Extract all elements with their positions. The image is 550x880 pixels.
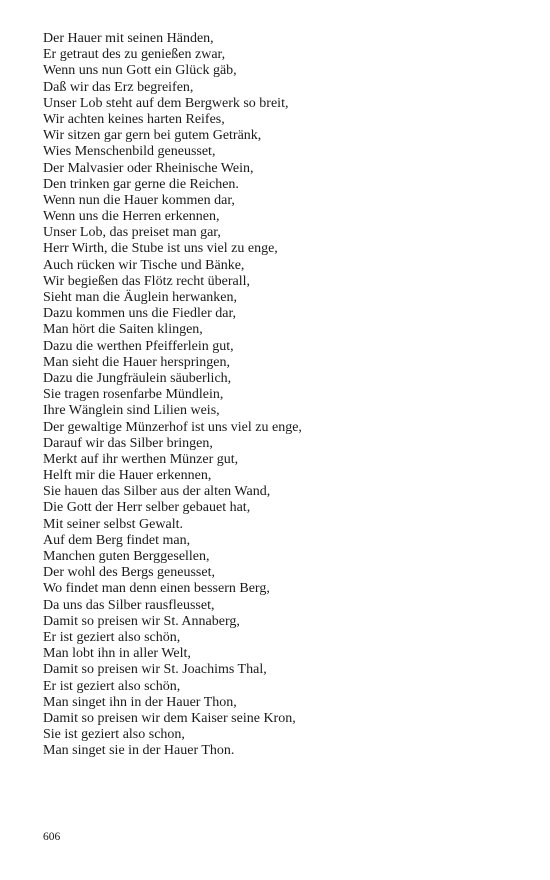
poem-line: Den trinken gar gerne die Reichen. <box>43 176 239 192</box>
poem-line: Wenn uns die Herren erkennen, <box>43 209 220 225</box>
poem-line: Da uns das Silber rausfleusset, <box>43 597 215 613</box>
poem-line: Der Hauer mit seinen Händen, <box>43 31 214 46</box>
poem-line: Mit seiner selbst Gewalt. <box>43 516 183 532</box>
poem-line: Sie tragen rosenfarbe Mündlein, <box>43 387 224 403</box>
poem-line: Die Gott der Herr selber gebauet hat, <box>43 500 251 516</box>
poem-line: Dazu die Jungfräulein säuberlich, <box>43 370 232 386</box>
poem-line: Man sieht die Hauer herspringen, <box>43 354 230 370</box>
poem-line: Damit so preisen wir dem Kaiser seine Kron, <box>43 710 296 726</box>
poem-line: Er getraut des zu genießen zwar, <box>43 47 226 63</box>
poem-line: Man lobt ihn in aller Welt, <box>43 646 191 662</box>
page-number: 606 <box>43 831 61 843</box>
poem-line: Unser Lob steht auf dem Bergwerk so breit, <box>43 95 289 111</box>
poem-text <box>43 31 302 759</box>
poem-line: Wenn uns nun Gott ein Glück gäb, <box>43 63 237 79</box>
poem-line: Helft mir die Hauer erkennen, <box>43 468 212 484</box>
poem-line: Man singet sie in der Hauer Thon. <box>43 743 235 759</box>
poem-line: Dazu die werthen Pfeifferlein gut, <box>43 338 234 354</box>
poem-line: Sie hauen das Silber aus der alten Wand, <box>43 484 271 500</box>
poem-line: Damit so preisen wir St. Joachims Thal, <box>43 662 267 678</box>
poem-line: Er ist geziert also schön, <box>43 678 181 694</box>
poem-line: Sieht man die Äuglein herwanken, <box>43 290 238 305</box>
poem-line: Wir begießen das Flötz recht überall, <box>43 273 251 289</box>
poem-line: Manchen guten Berggesellen, <box>43 549 210 564</box>
poem-line: Damit so preisen wir St. Annaberg, <box>43 613 240 629</box>
poem-line: Der wohl des Bergs geneusset, <box>43 565 215 581</box>
poem-line: Man singet ihn in der Hauer Thon, <box>43 694 237 710</box>
poem-line: Wo findet man denn einen bessern Berg, <box>43 581 270 597</box>
poem-line: Ihre Wänglein sind Lilien weis, <box>43 403 220 419</box>
poem-line: Auch rücken wir Tische und Bänke, <box>43 257 245 273</box>
poem-line: Unser Lob, das preiset man gar, <box>43 225 221 241</box>
poem-line: Der gewaltige Münzerhof ist uns viel zu enge, <box>43 419 302 435</box>
poem-line: Darauf wir das Silber bringen, <box>43 435 213 451</box>
poem-line: Wir sitzen gar gern bei gutem Getränk, <box>43 128 262 144</box>
poem-line: Wir achten keines harten Reifes, <box>43 111 225 127</box>
poem-line: Dazu kommen uns die Fiedler dar, <box>43 306 237 322</box>
poem-line: Man hört die Saiten klingen, <box>43 322 203 338</box>
poem-line: Daß wir das Erz begreifen, <box>43 79 194 95</box>
poem-line: Wenn nun die Hauer kommen dar, <box>43 192 235 208</box>
poem-line: Herr Wirth, die Stube ist uns viel zu enge, <box>43 241 278 257</box>
poem-line: Merkt auf ihr werthen Münzer gut, <box>43 451 239 467</box>
poem-line: Der Malvasier oder Rheinische Wein, <box>43 160 254 176</box>
poem-line: Er ist geziert also schön, <box>43 629 181 645</box>
poem-line: Wies Menschenbild geneusset, <box>43 144 216 160</box>
poem-line: Auf dem Berg findet man, <box>43 532 191 548</box>
poem-line: Sie ist geziert also schon, <box>43 727 185 743</box>
